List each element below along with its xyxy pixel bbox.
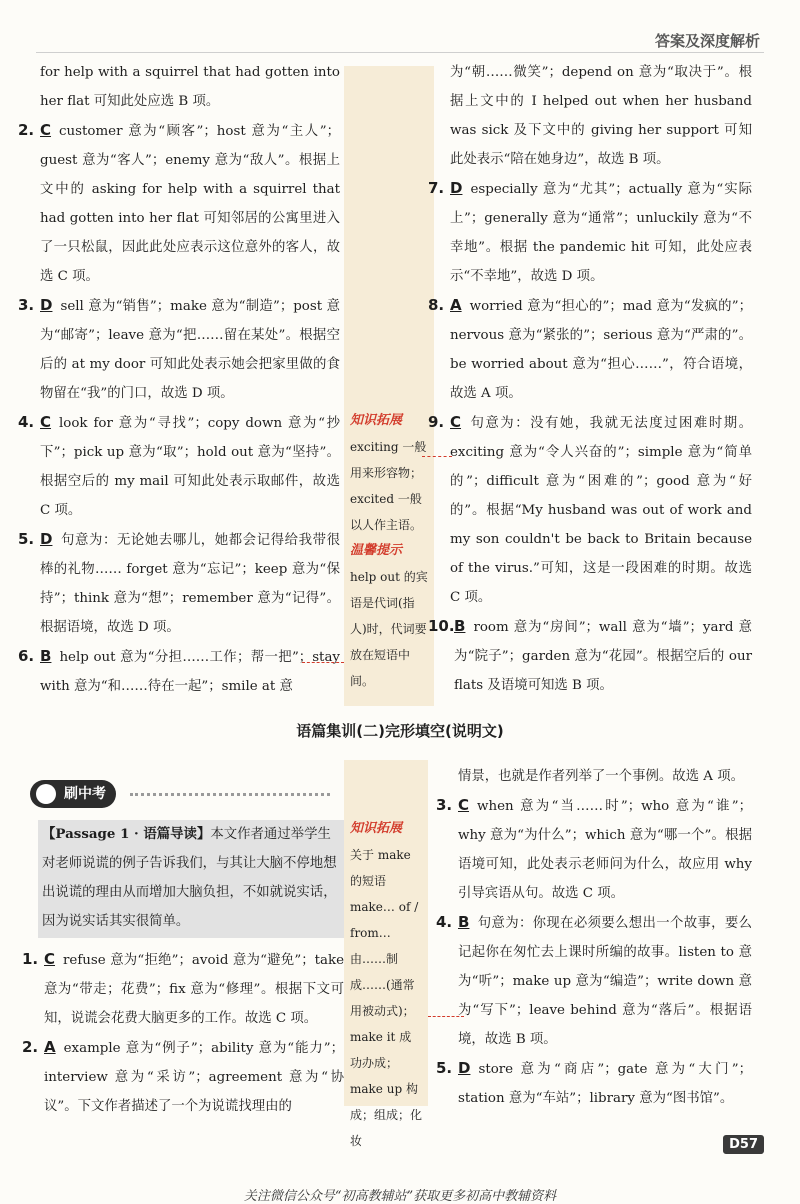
top-right-column: [428, 58, 752, 700]
answer-item: for help with a squirrel that had gotten into her flat 可知此处应选 B 项。: [40, 65, 340, 109]
passage-text: 本文作者通过举学生对老师说谎的例子告诉我们，与其让大脑不停地想出说谎的理由从而增加大脑负担，不如就说实话，因为说实话其实很简单。: [42, 827, 337, 929]
brush-icon: [36, 784, 56, 804]
header-title: 答案及深度解析: [654, 32, 760, 50]
sidebar-top-fill: [344, 66, 434, 408]
passage-guide: [38, 820, 348, 938]
tip-sidebar: [344, 408, 434, 706]
brush-badge: 刷中考: [30, 780, 116, 808]
knowledge-text: 关于 make 的短语 make… of / from… 由……制成……(通常用被动式)；make it 成功办成；make up 构成；组成；化妆: [350, 848, 423, 1148]
answer-item: 3. D sell 意为“销售”；make 意为“制造”；post 意为“邮寄”；leave 意为“把……留在某处”。根据空后的 at my door 可知此处表示她会把家里做的食物留在“我”的门口，故选 D 项。: [18, 296, 340, 401]
answer-item: 1. C refuse 意为“拒绝”；avoid 意为“避免”；take 意为“带走；花费”；fix 意为“修理”。根据下文可知，说谎会花费大脑更多的工作。故选 C 项。: [22, 950, 344, 1026]
answer-item: 9. C 句意为：没有她，我就无法度过困难时期。exciting 意为“令人兴奋的”；simple 意为“简单的”；difficult 意为“困难的”；good 意为“好的”。根据“My husband was out of work and my son couldn't be back to Britain because of the virus.”可知，这是一段困难的时期。故选 C 项。: [428, 413, 752, 605]
answer-item: 为“朝……微笑”；depend on 意为“取决于”。根据上文中的 I helped out when her husband was sick 及下文中的 giving her support 可知此处表示“陪在她身边”，故选 B 项。: [450, 65, 752, 167]
answer-item: 10.B room 意为“房间”；wall 意为“墙”；yard 意为“院子”；garden 意为“花园”。根据空后的 our flats 及语境可知选 B 项。: [428, 617, 752, 693]
answer-item: 4. C look for 意为“寻找”；copy down 意为“抄下”；pick up 意为“取”；hold out 意为“坚持”。根据空后的 my mail 可知此处表示取邮件，故选 C 项。: [18, 413, 340, 518]
brush-banner: [30, 780, 330, 808]
bottom-left-column: [22, 945, 344, 1121]
dotted-divider: [130, 793, 330, 796]
answer-item: 4. B 句意为：你现在必须要么想出一个故事，要么记起你在匆忙去上课时所编的故事。listen to 意为“听”；make up 意为“编造”；write down 意为“写下”；leave behind 意为“落后”。根据语境，故选 B 项。: [436, 913, 752, 1047]
answer-item: 7. D especially 意为“尤其”；actually 意为“实际上”；generally 意为“通常”；unluckily 意为“不幸地”。根据 the pandemic hit 可知，此处应表示“不幸地”，故选 D 项。: [428, 179, 752, 284]
tip-sidebar: [344, 760, 428, 1148]
answer-item: 8. A worried 意为“担心的”；mad 意为“发疯的”；nervous 意为“紧张的”；serious 意为“严肃的”。be worried about 意为“担心……”，符合语境，故选 A 项。: [428, 296, 752, 401]
answer-item: 3. C when 意为“当……时”；who 意为“谁”；why 意为“为什么”；which 意为“哪一个”。根据语境可知，此处表示老师问为什么，故应用 why 引导宾语从句。故选 C 项。: [436, 796, 752, 901]
bottom-right-column: [436, 762, 752, 1113]
reminder-text: help out 的宾语是代词(指人)时，代词要放在短语中间。: [350, 570, 428, 688]
answer-item: 5. D 句意为：无论她去哪儿，她都会记得给我带很棒的礼物…… forget 意为“忘记”；keep 意为“保持”；think 意为“想”；remember 意为“记得”。根据语境，故选 D 项。: [18, 530, 340, 635]
footer-note: 关注微信公众号“初高教辅站”获取更多初高中教辅资料: [243, 1189, 557, 1204]
annotation-arrow: [302, 662, 344, 663]
answer-item: 情景，也就是作者列举了一个事例。故选 A 项。: [458, 769, 744, 784]
knowledge-tag: 知识拓展: [350, 821, 403, 836]
answer-item: 2. C customer 意为“顾客”；host 意为“主人”；guest 意为“客人”；enemy 意为“敌人”。根据上文中的 asking for help with a squirrel that had gotten into her flat 可知邻居的公寓里进入了一只松鼠，因此此处应表示这位意外的客人，故选 C 项。: [18, 121, 340, 284]
reminder-tag: 温馨提示: [350, 543, 403, 558]
top-left-column: [18, 58, 340, 701]
answer-item: 2. A example 意为“例子”；ability 意为“能力”；interview 意为“采访”；agreement 意为“协议”。下文作者描述了一个为说谎找理由的: [22, 1038, 344, 1114]
answer-item: 6. B help out 意为“分担……工作；帮一把”；stay with 意为“和……待在一起”；smile at 意: [18, 647, 340, 694]
knowledge-tag: 知识拓展: [350, 413, 403, 428]
section-title: 语篇集训(二)完形填空(说明文): [296, 722, 504, 740]
header-divider: [36, 52, 764, 53]
annotation-arrow: [422, 456, 452, 457]
passage-label: 【Passage 1 · 语篇导读】: [42, 826, 211, 842]
answer-item: 5. D store 意为“商店”；gate 意为“大门”；station 意为“车站”；library 意为“图书馆”。: [436, 1059, 752, 1106]
page-number: D57: [723, 1135, 764, 1154]
knowledge-text: exciting 一般用来形容物；excited 一般以人作主语。: [350, 440, 427, 532]
